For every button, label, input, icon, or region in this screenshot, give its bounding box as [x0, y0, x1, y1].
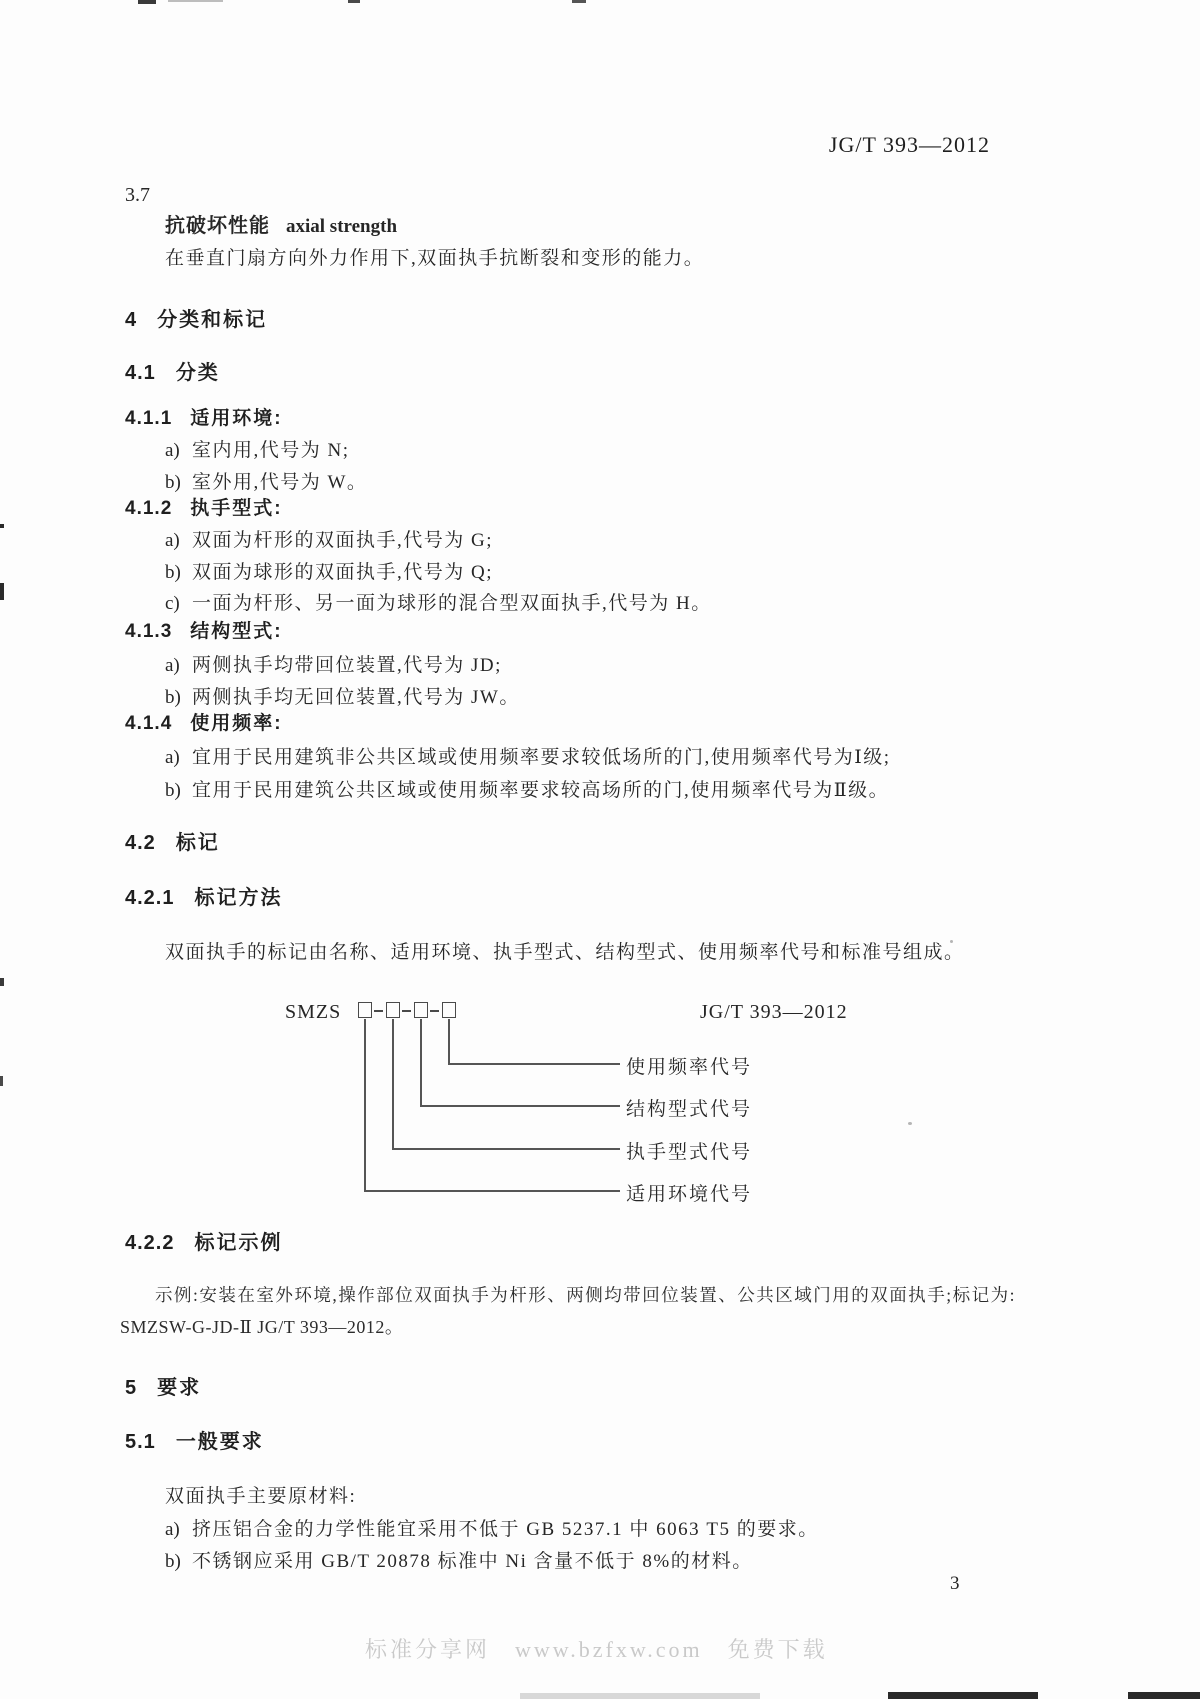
clause-title: 标记方法 [194, 887, 283, 909]
section-title: 分类和标记 [157, 309, 268, 331]
section-title: 标记 [175, 832, 220, 854]
list-marker: a) [165, 747, 180, 768]
clause-number: 4.1.3 [125, 621, 173, 642]
term-heading [165, 214, 397, 239]
list-item [165, 686, 520, 710]
section-4-2-heading [125, 831, 220, 856]
clause-3-7-number: 3.7 [125, 184, 150, 206]
clause-title: 标记示例 [194, 1232, 283, 1254]
list-text: 不锈钢应采用 GB/T 20878 标准中 Ni 含量不低于 8%的材料。 [192, 1551, 753, 1572]
diagram-label-structure: 结构型式代号 [626, 1099, 753, 1120]
list-item [165, 1550, 753, 1574]
diagram-line [364, 1019, 366, 1190]
diagram-line [420, 1105, 620, 1107]
list-text: 两侧执手均无回位装置,代号为 JW。 [192, 687, 520, 708]
list-item [165, 1518, 819, 1542]
scan-artifact [0, 524, 4, 528]
list-text: 室内用,代号为 N; [192, 440, 350, 461]
diagram-label-environment: 适用环境代号 [626, 1184, 753, 1205]
diagram-line [364, 1190, 620, 1192]
section-title: 一般要求 [175, 1431, 264, 1453]
term-cn: 抗破坏性能 [165, 215, 270, 237]
diagram-line [392, 1019, 394, 1148]
section-number: 4.1 [125, 362, 156, 384]
list-text: 宜用于民用建筑非公共区域或使用频率要求较低场所的门,使用频率代号为Ⅰ级; [192, 747, 891, 768]
clause-number: 4.2.2 [125, 1232, 175, 1254]
section-number: 4 [125, 309, 138, 331]
clause-4-2-1-heading [125, 886, 282, 911]
page-number: 3 [950, 1573, 960, 1594]
list-marker: a) [165, 1519, 180, 1540]
mark-placeholder-box [414, 1002, 428, 1018]
list-marker: b) [165, 780, 181, 801]
scan-artifact [572, 0, 586, 3]
clause-4-1-2-heading [125, 497, 283, 521]
term-en: axial strength [286, 216, 398, 237]
term-definition: 在垂直门扇方向外力作用下,双面执手抗断裂和变形的能力。 [165, 248, 705, 269]
mark-prefix: SMZS [285, 1001, 342, 1023]
section-title: 分类 [175, 362, 220, 384]
list-text: 室外用,代号为 W。 [192, 472, 368, 493]
list-marker: a) [165, 655, 180, 676]
list-item [165, 654, 502, 678]
section-number: 5 [125, 1377, 138, 1399]
list-marker: a) [165, 440, 180, 461]
diagram-label-frequency: 使用频率代号 [626, 1057, 753, 1078]
scan-artifact [348, 0, 360, 3]
example-text-line1: 示例:安装在室外环境,操作部位双面执手为杆形、两侧均带回位装置、公共区域门用的双面执手;标记为: [155, 1285, 1016, 1305]
scan-artifact [1128, 1692, 1200, 1699]
mark-placeholder-box [442, 1002, 456, 1018]
clause-4-2-2-heading [125, 1231, 282, 1256]
clause-title: 结构型式: [190, 621, 283, 642]
list-text: 宜用于民用建筑公共区域或使用频率要求较高场所的门,使用频率代号为Ⅱ级。 [192, 780, 890, 801]
list-text: 一面为杆形、另一面为球形的混合型双面执手,代号为 H。 [192, 593, 712, 614]
section-5-heading [125, 1376, 201, 1401]
section-4-heading [125, 308, 267, 333]
list-item [165, 746, 891, 770]
section-title: 要求 [157, 1377, 202, 1399]
clause-title: 适用环境: [190, 408, 283, 429]
clause-number: 4.1.2 [125, 498, 173, 519]
list-text: 两侧执手均带回位装置,代号为 JD; [192, 655, 502, 676]
scan-artifact [520, 1693, 760, 1699]
materials-intro: 双面执手主要原材料: [165, 1486, 357, 1507]
scan-artifact [0, 978, 4, 986]
mark-hyphen [374, 1010, 383, 1012]
list-marker: a) [165, 530, 180, 551]
section-5-1-heading [125, 1430, 264, 1455]
clause-title: 使用频率: [190, 713, 283, 734]
clause-title: 执手型式: [190, 498, 283, 519]
list-item [165, 779, 889, 803]
section-number: 5.1 [125, 1431, 156, 1453]
clause-number: 4.1.4 [125, 713, 173, 734]
list-marker: b) [165, 562, 181, 583]
list-item [165, 592, 712, 616]
marking-intro: 双面执手的标记由名称、适用环境、执手型式、结构型式、使用频率代号和标准号组成。 [165, 942, 965, 963]
clause-4-1-1-heading [125, 407, 283, 431]
diagram-standard-ref: JG/T 393—2012 [700, 1001, 848, 1023]
list-text: 挤压铝合金的力学性能宜采用不低于 GB 5237.1 中 6063 T5 的要求。 [192, 1519, 819, 1540]
list-marker: b) [165, 472, 181, 493]
clause-4-1-3-heading [125, 620, 283, 644]
list-text: 双面为球形的双面执手,代号为 Q; [192, 562, 494, 583]
mark-placeholder-box [358, 1002, 372, 1018]
clause-4-1-4-heading [125, 712, 283, 736]
scan-artifact [138, 0, 156, 4]
list-marker: c) [165, 593, 180, 614]
list-item [165, 561, 493, 585]
list-item [165, 439, 350, 463]
scan-artifact [0, 583, 4, 600]
list-item [165, 471, 367, 495]
example-text-line2: SMZSW-G-JD-Ⅱ JG/T 393—2012。 [120, 1317, 404, 1337]
clause-number: 4.2.1 [125, 887, 175, 909]
diagram-line [420, 1019, 422, 1105]
list-marker: b) [165, 687, 181, 708]
diagram-line [448, 1019, 450, 1063]
scan-artifact [0, 1076, 3, 1086]
section-number: 4.2 [125, 832, 156, 854]
scan-artifact [168, 0, 223, 2]
scan-artifact [888, 1692, 1038, 1699]
scan-speck [908, 1122, 912, 1125]
section-4-1-heading [125, 361, 220, 386]
watermark: 标准分享网 www.bzfxw.com 免费下载 [365, 1637, 828, 1662]
mark-placeholder-box [386, 1002, 400, 1018]
diagram-line [448, 1063, 620, 1065]
list-text: 双面为杆形的双面执手,代号为 G; [192, 530, 494, 551]
list-marker: b) [165, 1551, 181, 1572]
clause-number: 4.1.1 [125, 408, 173, 429]
list-item [165, 529, 493, 553]
doc-code-header: JG/T 393—2012 [828, 132, 990, 157]
mark-hyphen [430, 1010, 439, 1012]
diagram-label-handle-type: 执手型式代号 [626, 1142, 753, 1163]
mark-hyphen [402, 1010, 411, 1012]
diagram-line [392, 1148, 620, 1150]
